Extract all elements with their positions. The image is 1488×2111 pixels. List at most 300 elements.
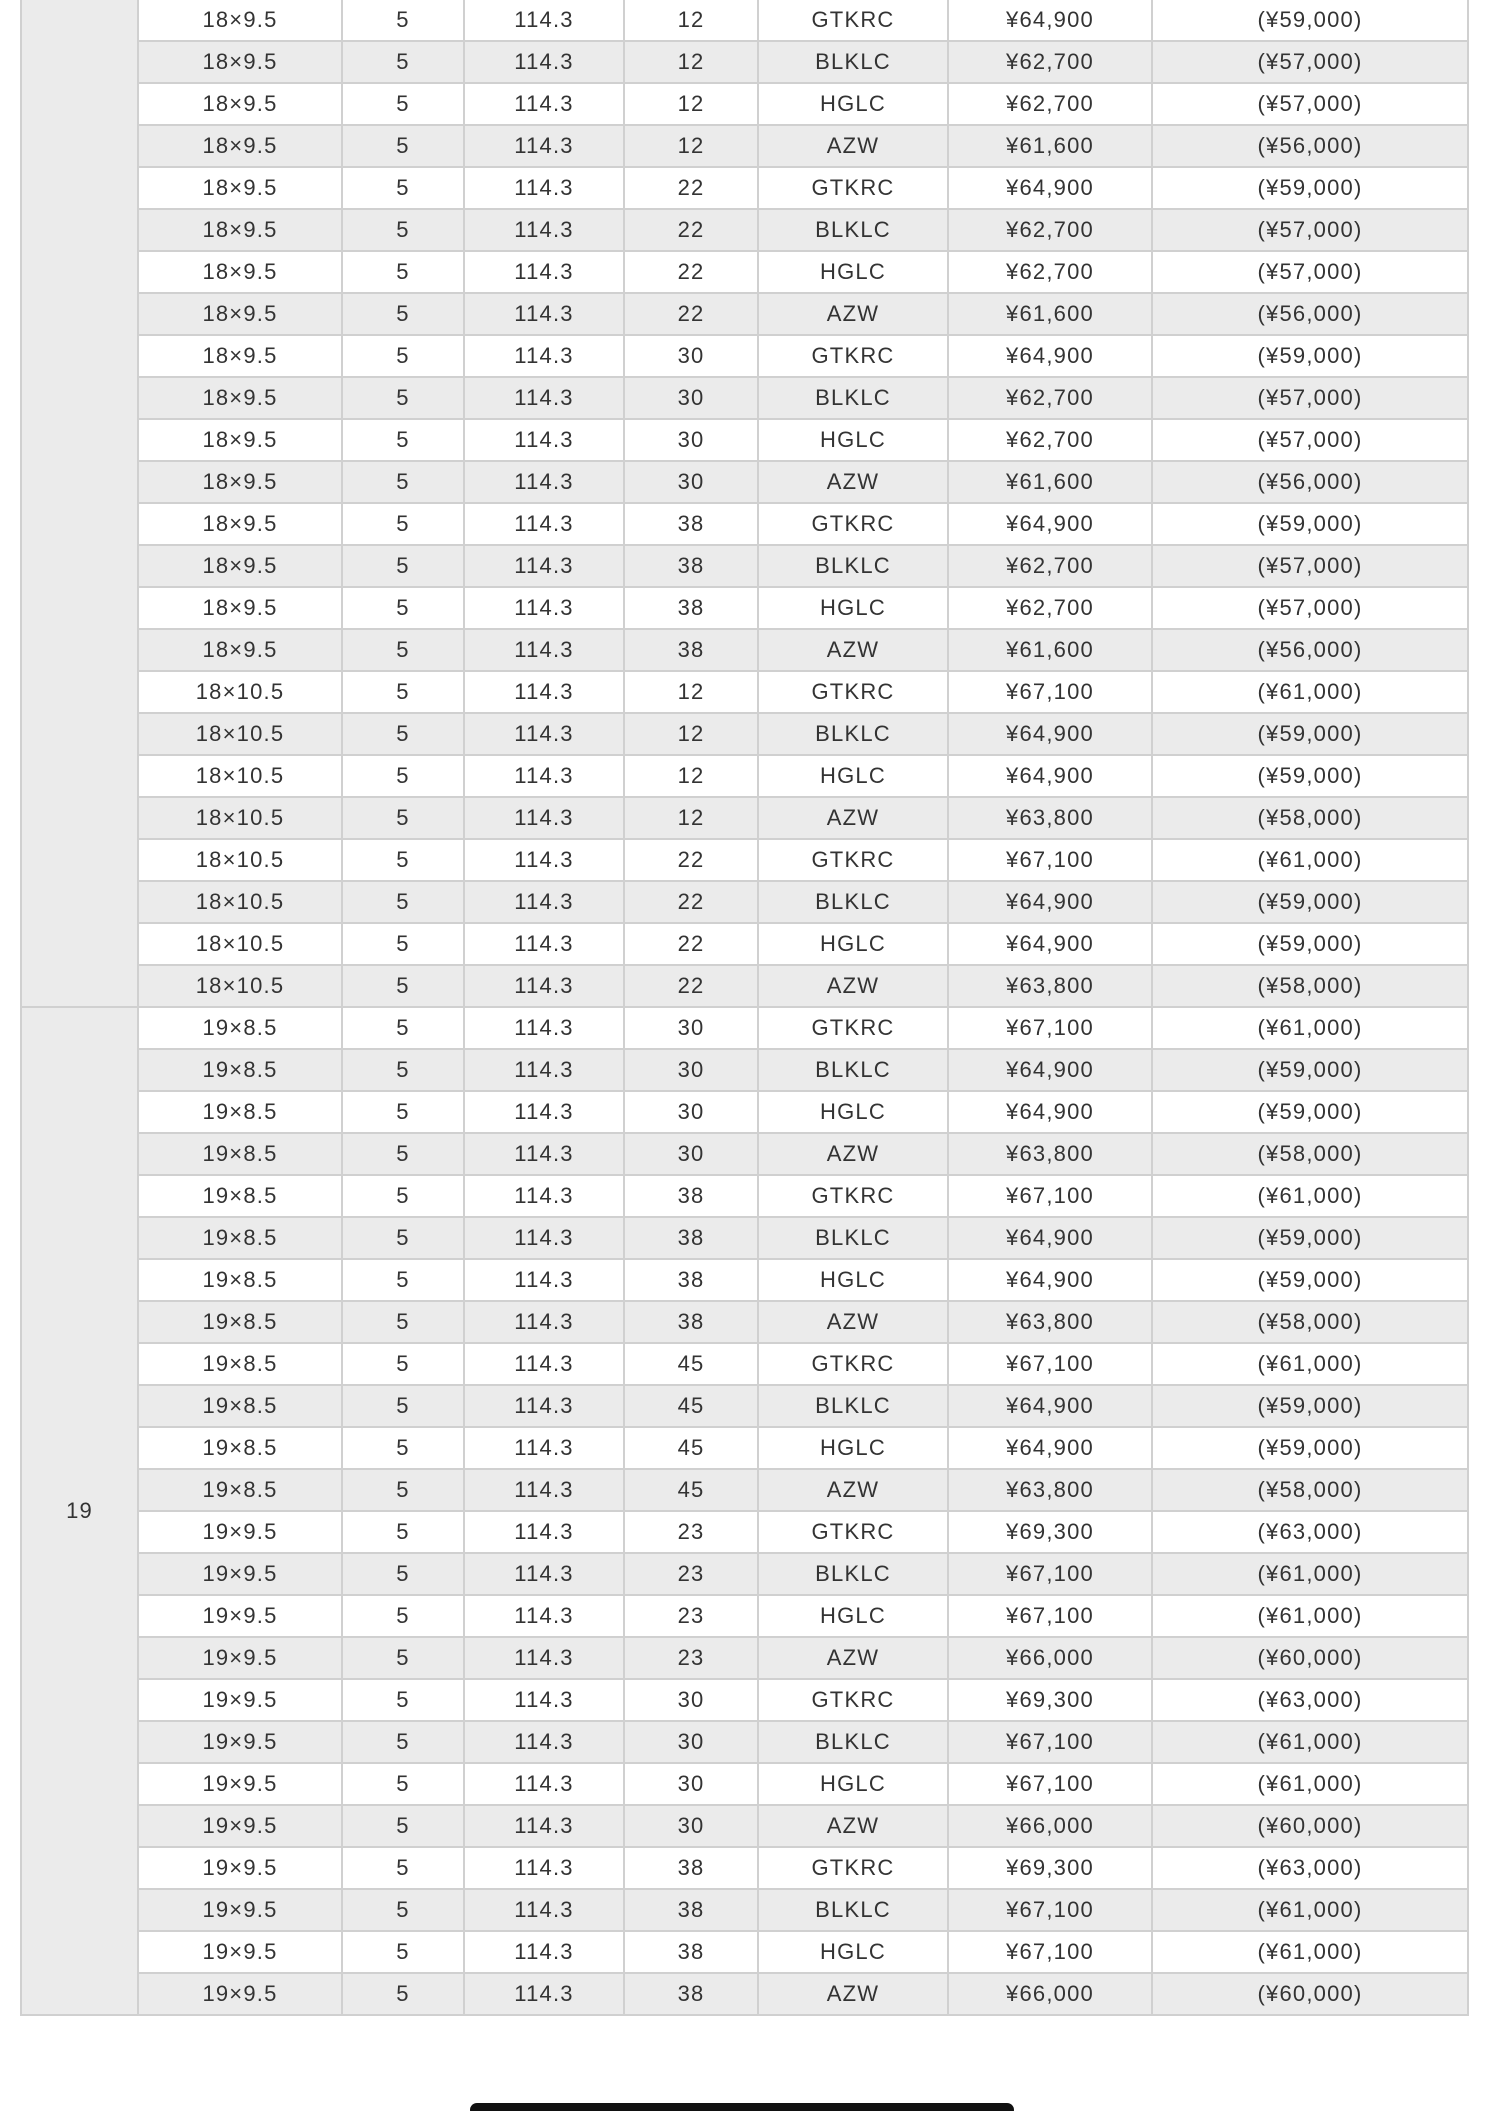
color-cell: HGLC	[758, 1259, 948, 1301]
pcd-cell: 114.3	[464, 881, 624, 923]
holes-cell: 5	[342, 1049, 464, 1091]
offset-cell: 45	[624, 1385, 758, 1427]
price-excl-tax-cell: (¥58,000)	[1152, 797, 1468, 839]
price-cell: ¥66,000	[948, 1973, 1152, 2015]
offset-cell: 38	[624, 1217, 758, 1259]
color-cell: HGLC	[758, 83, 948, 125]
price-cell: ¥69,300	[948, 1511, 1152, 1553]
price-excl-tax-cell: (¥59,000)	[1152, 0, 1468, 41]
table-row	[21, 83, 1468, 125]
offset-cell: 38	[624, 1931, 758, 1973]
offset-cell: 23	[624, 1553, 758, 1595]
price-cell: ¥67,100	[948, 1889, 1152, 1931]
pcd-cell: 114.3	[464, 1385, 624, 1427]
pcd-cell: 114.3	[464, 419, 624, 461]
color-cell: AZW	[758, 965, 948, 1007]
price-excl-tax-cell: (¥61,000)	[1152, 1007, 1468, 1049]
pcd-cell: 114.3	[464, 587, 624, 629]
pcd-cell: 114.3	[464, 1049, 624, 1091]
size-cell: 18×10.5	[138, 923, 342, 965]
pcd-cell: 114.3	[464, 797, 624, 839]
color-cell: GTKRC	[758, 671, 948, 713]
color-cell: BLKLC	[758, 1721, 948, 1763]
offset-cell: 30	[624, 1007, 758, 1049]
table-row	[21, 1091, 1468, 1133]
price-excl-tax-cell: (¥57,000)	[1152, 587, 1468, 629]
holes-cell: 5	[342, 1595, 464, 1637]
price-excl-tax-cell: (¥59,000)	[1152, 167, 1468, 209]
holes-cell: 5	[342, 1259, 464, 1301]
holes-cell: 5	[342, 1847, 464, 1889]
price-excl-tax-cell: (¥58,000)	[1152, 1133, 1468, 1175]
pcd-cell: 114.3	[464, 1217, 624, 1259]
price-cell: ¥69,300	[948, 1847, 1152, 1889]
size-cell: 18×10.5	[138, 965, 342, 1007]
offset-cell: 12	[624, 41, 758, 83]
holes-cell: 5	[342, 209, 464, 251]
table-row	[21, 293, 1468, 335]
color-cell: GTKRC	[758, 1175, 948, 1217]
offset-cell: 12	[624, 125, 758, 167]
price-excl-tax-cell: (¥60,000)	[1152, 1805, 1468, 1847]
pcd-cell: 114.3	[464, 1133, 624, 1175]
offset-cell: 23	[624, 1511, 758, 1553]
pcd-cell: 114.3	[464, 1763, 624, 1805]
table-row	[21, 0, 1468, 41]
holes-cell: 5	[342, 923, 464, 965]
price-excl-tax-cell: (¥56,000)	[1152, 293, 1468, 335]
holes-cell: 5	[342, 377, 464, 419]
pcd-cell: 114.3	[464, 923, 624, 965]
table-row	[21, 1679, 1468, 1721]
size-cell: 19×8.5	[138, 1427, 342, 1469]
pcd-cell: 114.3	[464, 83, 624, 125]
size-cell: 19×8.5	[138, 1301, 342, 1343]
price-cell: ¥63,800	[948, 965, 1152, 1007]
table-row	[21, 377, 1468, 419]
size-cell: 18×9.5	[138, 83, 342, 125]
color-cell: BLKLC	[758, 1889, 948, 1931]
holes-cell: 5	[342, 41, 464, 83]
price-excl-tax-cell: (¥57,000)	[1152, 419, 1468, 461]
offset-cell: 38	[624, 1301, 758, 1343]
offset-cell: 38	[624, 1175, 758, 1217]
rim-diameter-group-cell	[21, 0, 138, 1007]
table-row	[21, 755, 1468, 797]
pcd-cell: 114.3	[464, 1469, 624, 1511]
rim-diameter-group-cell: 19	[21, 1007, 138, 2015]
pcd-cell: 114.3	[464, 965, 624, 1007]
pcd-cell: 114.3	[464, 335, 624, 377]
price-cell: ¥62,700	[948, 587, 1152, 629]
table-row	[21, 503, 1468, 545]
price-cell: ¥62,700	[948, 209, 1152, 251]
color-cell: GTKRC	[758, 1007, 948, 1049]
table-row	[21, 1301, 1468, 1343]
price-excl-tax-cell: (¥59,000)	[1152, 1091, 1468, 1133]
offset-cell: 30	[624, 1763, 758, 1805]
pcd-cell: 114.3	[464, 167, 624, 209]
holes-cell: 5	[342, 293, 464, 335]
pcd-cell: 114.3	[464, 461, 624, 503]
size-cell: 18×9.5	[138, 629, 342, 671]
color-cell: BLKLC	[758, 377, 948, 419]
color-cell: BLKLC	[758, 1385, 948, 1427]
color-cell: HGLC	[758, 1931, 948, 1973]
holes-cell: 5	[342, 755, 464, 797]
holes-cell: 5	[342, 1427, 464, 1469]
size-cell: 19×9.5	[138, 1553, 342, 1595]
pcd-cell: 114.3	[464, 1889, 624, 1931]
table-row	[21, 1889, 1468, 1931]
size-cell: 19×9.5	[138, 1847, 342, 1889]
price-excl-tax-cell: (¥57,000)	[1152, 209, 1468, 251]
holes-cell: 5	[342, 629, 464, 671]
size-cell: 19×8.5	[138, 1175, 342, 1217]
pcd-cell: 114.3	[464, 1721, 624, 1763]
price-cell: ¥67,100	[948, 1553, 1152, 1595]
holes-cell: 5	[342, 167, 464, 209]
color-cell: AZW	[758, 1973, 948, 2015]
size-cell: 18×10.5	[138, 671, 342, 713]
color-cell: HGLC	[758, 419, 948, 461]
price-excl-tax-cell: (¥56,000)	[1152, 125, 1468, 167]
price-cell: ¥66,000	[948, 1637, 1152, 1679]
price-cell: ¥64,900	[948, 1259, 1152, 1301]
price-excl-tax-cell: (¥61,000)	[1152, 1343, 1468, 1385]
size-cell: 19×9.5	[138, 1679, 342, 1721]
price-excl-tax-cell: (¥59,000)	[1152, 1385, 1468, 1427]
table-row	[21, 1721, 1468, 1763]
table-row	[21, 797, 1468, 839]
holes-cell: 5	[342, 1301, 464, 1343]
price-excl-tax-cell: (¥61,000)	[1152, 1889, 1468, 1931]
table-row	[21, 1175, 1468, 1217]
size-cell: 19×9.5	[138, 1973, 342, 2015]
size-cell: 19×8.5	[138, 1007, 342, 1049]
color-cell: AZW	[758, 125, 948, 167]
wheel-spec-table-body	[21, 0, 1468, 2015]
price-excl-tax-cell: (¥63,000)	[1152, 1847, 1468, 1889]
price-cell: ¥64,900	[948, 335, 1152, 377]
wheel-spec-table	[20, 0, 1469, 2016]
size-cell: 18×10.5	[138, 839, 342, 881]
offset-cell: 22	[624, 881, 758, 923]
color-cell: BLKLC	[758, 41, 948, 83]
holes-cell: 5	[342, 461, 464, 503]
offset-cell: 30	[624, 1049, 758, 1091]
offset-cell: 38	[624, 503, 758, 545]
price-cell: ¥67,100	[948, 1763, 1152, 1805]
price-excl-tax-cell: (¥59,000)	[1152, 503, 1468, 545]
color-cell: HGLC	[758, 1763, 948, 1805]
offset-cell: 30	[624, 377, 758, 419]
offset-cell: 30	[624, 1721, 758, 1763]
pcd-cell: 114.3	[464, 1679, 624, 1721]
pcd-cell: 114.3	[464, 671, 624, 713]
price-cell: ¥62,700	[948, 251, 1152, 293]
table-row	[21, 1595, 1468, 1637]
color-cell: HGLC	[758, 1595, 948, 1637]
price-cell: ¥67,100	[948, 671, 1152, 713]
holes-cell: 5	[342, 1679, 464, 1721]
offset-cell: 22	[624, 923, 758, 965]
table-row	[21, 1637, 1468, 1679]
offset-cell: 38	[624, 629, 758, 671]
size-cell: 19×9.5	[138, 1511, 342, 1553]
price-excl-tax-cell: (¥61,000)	[1152, 839, 1468, 881]
pcd-cell: 114.3	[464, 1259, 624, 1301]
size-cell: 19×9.5	[138, 1721, 342, 1763]
offset-cell: 38	[624, 1259, 758, 1301]
size-cell: 18×10.5	[138, 713, 342, 755]
table-row	[21, 1343, 1468, 1385]
holes-cell: 5	[342, 1007, 464, 1049]
price-excl-tax-cell: (¥59,000)	[1152, 335, 1468, 377]
pcd-cell: 114.3	[464, 545, 624, 587]
color-cell: AZW	[758, 461, 948, 503]
table-row	[21, 1973, 1468, 2015]
price-excl-tax-cell: (¥63,000)	[1152, 1679, 1468, 1721]
holes-cell: 5	[342, 713, 464, 755]
price-cell: ¥61,600	[948, 293, 1152, 335]
price-excl-tax-cell: (¥57,000)	[1152, 83, 1468, 125]
price-excl-tax-cell: (¥59,000)	[1152, 1427, 1468, 1469]
holes-cell: 5	[342, 1973, 464, 2015]
color-cell: BLKLC	[758, 209, 948, 251]
holes-cell: 5	[342, 839, 464, 881]
price-cell: ¥67,100	[948, 1343, 1152, 1385]
size-cell: 18×9.5	[138, 587, 342, 629]
table-row	[21, 209, 1468, 251]
table-row	[21, 41, 1468, 83]
pcd-cell: 114.3	[464, 293, 624, 335]
color-cell: GTKRC	[758, 1511, 948, 1553]
table-row	[21, 1931, 1468, 1973]
price-cell: ¥61,600	[948, 461, 1152, 503]
price-excl-tax-cell: (¥61,000)	[1152, 1931, 1468, 1973]
price-cell: ¥63,800	[948, 1133, 1152, 1175]
color-cell: GTKRC	[758, 1343, 948, 1385]
offset-cell: 30	[624, 461, 758, 503]
price-cell: ¥64,900	[948, 713, 1152, 755]
holes-cell: 5	[342, 125, 464, 167]
table-row	[21, 1469, 1468, 1511]
color-cell: BLKLC	[758, 1553, 948, 1595]
pcd-cell: 114.3	[464, 1091, 624, 1133]
holes-cell: 5	[342, 1721, 464, 1763]
holes-cell: 5	[342, 1511, 464, 1553]
color-cell: GTKRC	[758, 839, 948, 881]
holes-cell: 5	[342, 797, 464, 839]
pcd-cell: 114.3	[464, 629, 624, 671]
pcd-cell: 114.3	[464, 41, 624, 83]
offset-cell: 22	[624, 209, 758, 251]
table-row	[21, 419, 1468, 461]
table-row	[21, 1133, 1468, 1175]
pcd-cell: 114.3	[464, 1511, 624, 1553]
pcd-cell: 114.3	[464, 1427, 624, 1469]
color-cell: BLKLC	[758, 545, 948, 587]
table-row	[21, 1553, 1468, 1595]
size-cell: 19×9.5	[138, 1637, 342, 1679]
offset-cell: 12	[624, 797, 758, 839]
price-excl-tax-cell: (¥61,000)	[1152, 1721, 1468, 1763]
pcd-cell: 114.3	[464, 1805, 624, 1847]
price-cell: ¥62,700	[948, 419, 1152, 461]
price-excl-tax-cell: (¥61,000)	[1152, 1595, 1468, 1637]
price-excl-tax-cell: (¥58,000)	[1152, 1301, 1468, 1343]
table-row	[21, 335, 1468, 377]
price-excl-tax-cell: (¥59,000)	[1152, 1049, 1468, 1091]
price-excl-tax-cell: (¥58,000)	[1152, 1469, 1468, 1511]
price-cell: ¥66,000	[948, 1805, 1152, 1847]
price-cell: ¥67,100	[948, 1931, 1152, 1973]
color-cell: AZW	[758, 293, 948, 335]
color-cell: BLKLC	[758, 713, 948, 755]
offset-cell: 22	[624, 965, 758, 1007]
holes-cell: 5	[342, 1931, 464, 1973]
offset-cell: 30	[624, 1091, 758, 1133]
offset-cell: 22	[624, 251, 758, 293]
price-excl-tax-cell: (¥57,000)	[1152, 377, 1468, 419]
price-excl-tax-cell: (¥60,000)	[1152, 1637, 1468, 1679]
table-row	[21, 1763, 1468, 1805]
size-cell: 19×8.5	[138, 1469, 342, 1511]
price-excl-tax-cell: (¥61,000)	[1152, 1763, 1468, 1805]
color-cell: GTKRC	[758, 1679, 948, 1721]
table-row	[21, 587, 1468, 629]
price-excl-tax-cell: (¥59,000)	[1152, 755, 1468, 797]
size-cell: 19×8.5	[138, 1091, 342, 1133]
holes-cell: 5	[342, 1217, 464, 1259]
holes-cell: 5	[342, 1133, 464, 1175]
size-cell: 19×8.5	[138, 1049, 342, 1091]
price-cell: ¥67,100	[948, 1721, 1152, 1763]
holes-cell: 5	[342, 965, 464, 1007]
size-cell: 18×9.5	[138, 377, 342, 419]
table-row	[21, 1385, 1468, 1427]
holes-cell: 5	[342, 1385, 464, 1427]
holes-cell: 5	[342, 0, 464, 41]
price-cell: ¥64,900	[948, 923, 1152, 965]
offset-cell: 30	[624, 335, 758, 377]
color-cell: HGLC	[758, 587, 948, 629]
table-row	[21, 1427, 1468, 1469]
color-cell: AZW	[758, 629, 948, 671]
price-excl-tax-cell: (¥59,000)	[1152, 713, 1468, 755]
size-cell: 18×9.5	[138, 0, 342, 41]
table-row	[21, 923, 1468, 965]
size-cell: 19×8.5	[138, 1217, 342, 1259]
pcd-cell: 114.3	[464, 755, 624, 797]
table-row	[21, 1049, 1468, 1091]
offset-cell: 22	[624, 293, 758, 335]
price-cell: ¥62,700	[948, 545, 1152, 587]
offset-cell: 12	[624, 83, 758, 125]
size-cell: 18×9.5	[138, 293, 342, 335]
color-cell: GTKRC	[758, 335, 948, 377]
color-cell: GTKRC	[758, 167, 948, 209]
offset-cell: 22	[624, 839, 758, 881]
color-cell: AZW	[758, 1469, 948, 1511]
holes-cell: 5	[342, 1091, 464, 1133]
price-excl-tax-cell: (¥61,000)	[1152, 1175, 1468, 1217]
table-row	[21, 251, 1468, 293]
price-cell: ¥64,900	[948, 881, 1152, 923]
price-cell: ¥64,900	[948, 167, 1152, 209]
offset-cell: 23	[624, 1595, 758, 1637]
holes-cell: 5	[342, 1469, 464, 1511]
price-cell: ¥64,900	[948, 0, 1152, 41]
price-cell: ¥64,900	[948, 1427, 1152, 1469]
table-row	[21, 713, 1468, 755]
price-cell: ¥67,100	[948, 1007, 1152, 1049]
price-excl-tax-cell: (¥61,000)	[1152, 1553, 1468, 1595]
price-cell: ¥63,800	[948, 797, 1152, 839]
table-row	[21, 1007, 1468, 1049]
table-row	[21, 1805, 1468, 1847]
table-row	[21, 461, 1468, 503]
color-cell: AZW	[758, 797, 948, 839]
price-cell: ¥61,600	[948, 629, 1152, 671]
pcd-cell: 114.3	[464, 503, 624, 545]
pcd-cell: 114.3	[464, 1175, 624, 1217]
price-excl-tax-cell: (¥59,000)	[1152, 1259, 1468, 1301]
holes-cell: 5	[342, 83, 464, 125]
table-row	[21, 881, 1468, 923]
price-excl-tax-cell: (¥59,000)	[1152, 1217, 1468, 1259]
size-cell: 19×9.5	[138, 1931, 342, 1973]
pcd-cell: 114.3	[464, 1847, 624, 1889]
price-excl-tax-cell: (¥56,000)	[1152, 461, 1468, 503]
price-cell: ¥64,900	[948, 1385, 1152, 1427]
holes-cell: 5	[342, 1553, 464, 1595]
price-cell: ¥69,300	[948, 1679, 1152, 1721]
offset-cell: 45	[624, 1427, 758, 1469]
color-cell: HGLC	[758, 923, 948, 965]
offset-cell: 22	[624, 167, 758, 209]
pcd-cell: 114.3	[464, 1973, 624, 2015]
size-cell: 18×9.5	[138, 545, 342, 587]
pcd-cell: 114.3	[464, 839, 624, 881]
table-row	[21, 839, 1468, 881]
size-cell: 18×9.5	[138, 461, 342, 503]
color-cell: HGLC	[758, 251, 948, 293]
offset-cell: 30	[624, 1805, 758, 1847]
pcd-cell: 114.3	[464, 1343, 624, 1385]
pcd-cell: 114.3	[464, 1595, 624, 1637]
offset-cell: 38	[624, 545, 758, 587]
offset-cell: 38	[624, 1889, 758, 1931]
offset-cell: 12	[624, 0, 758, 41]
offset-cell: 38	[624, 587, 758, 629]
size-cell: 18×10.5	[138, 881, 342, 923]
price-cell: ¥67,100	[948, 1175, 1152, 1217]
table-row	[21, 629, 1468, 671]
table-row	[21, 125, 1468, 167]
color-cell: GTKRC	[758, 0, 948, 41]
size-cell: 19×8.5	[138, 1385, 342, 1427]
offset-cell: 12	[624, 713, 758, 755]
price-excl-tax-cell: (¥63,000)	[1152, 1511, 1468, 1553]
price-cell: ¥63,800	[948, 1469, 1152, 1511]
price-excl-tax-cell: (¥59,000)	[1152, 923, 1468, 965]
pcd-cell: 114.3	[464, 251, 624, 293]
size-cell: 18×10.5	[138, 755, 342, 797]
price-excl-tax-cell: (¥56,000)	[1152, 629, 1468, 671]
price-cell: ¥62,700	[948, 377, 1152, 419]
